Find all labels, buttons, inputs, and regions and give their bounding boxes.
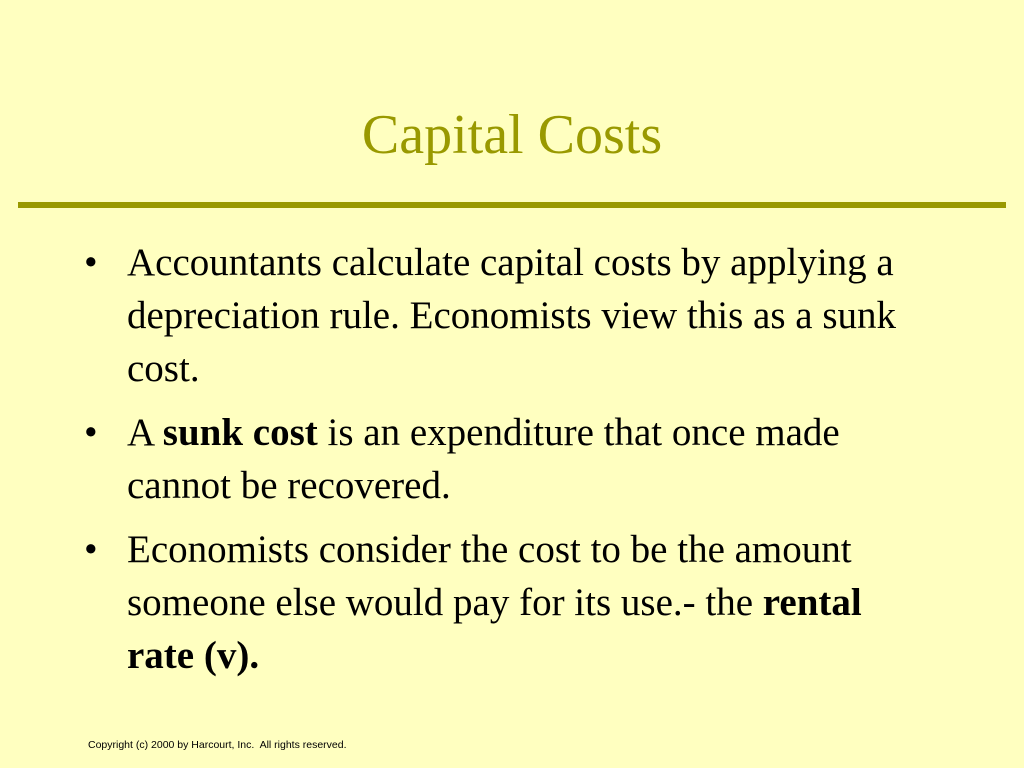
bullet-text-prefix: Economists consider the cost to be the amount someone else would pay for its use.- the bbox=[127, 528, 852, 624]
bullet-item-rental-rate bbox=[84, 523, 914, 682]
copyright-footer: Copyright (c) 2000 by Harcourt, Inc. All rights reserved. bbox=[88, 739, 347, 751]
bullet-text: Accountants calculate capital costs by applying a depreciation rule. Economists view this as a sunk cost. bbox=[127, 241, 896, 390]
bullet-icon: • bbox=[84, 528, 98, 571]
bullet-icon: • bbox=[84, 411, 98, 454]
slide-title: Capital Costs bbox=[361, 104, 663, 166]
term-sunk-cost: sunk cost bbox=[162, 411, 318, 454]
bullet-list bbox=[84, 236, 914, 693]
bullet-text-prefix: A bbox=[127, 411, 163, 454]
term-rental-rate: rental rate (v). bbox=[127, 581, 862, 677]
bullet-text-suffix: is an expenditure that once made cannot be recovered. bbox=[127, 411, 840, 507]
bullet-item-depreciation bbox=[84, 236, 914, 395]
bullet-item-sunk-cost bbox=[84, 406, 914, 512]
title-divider bbox=[18, 202, 1006, 208]
bullet-icon: • bbox=[84, 241, 98, 284]
